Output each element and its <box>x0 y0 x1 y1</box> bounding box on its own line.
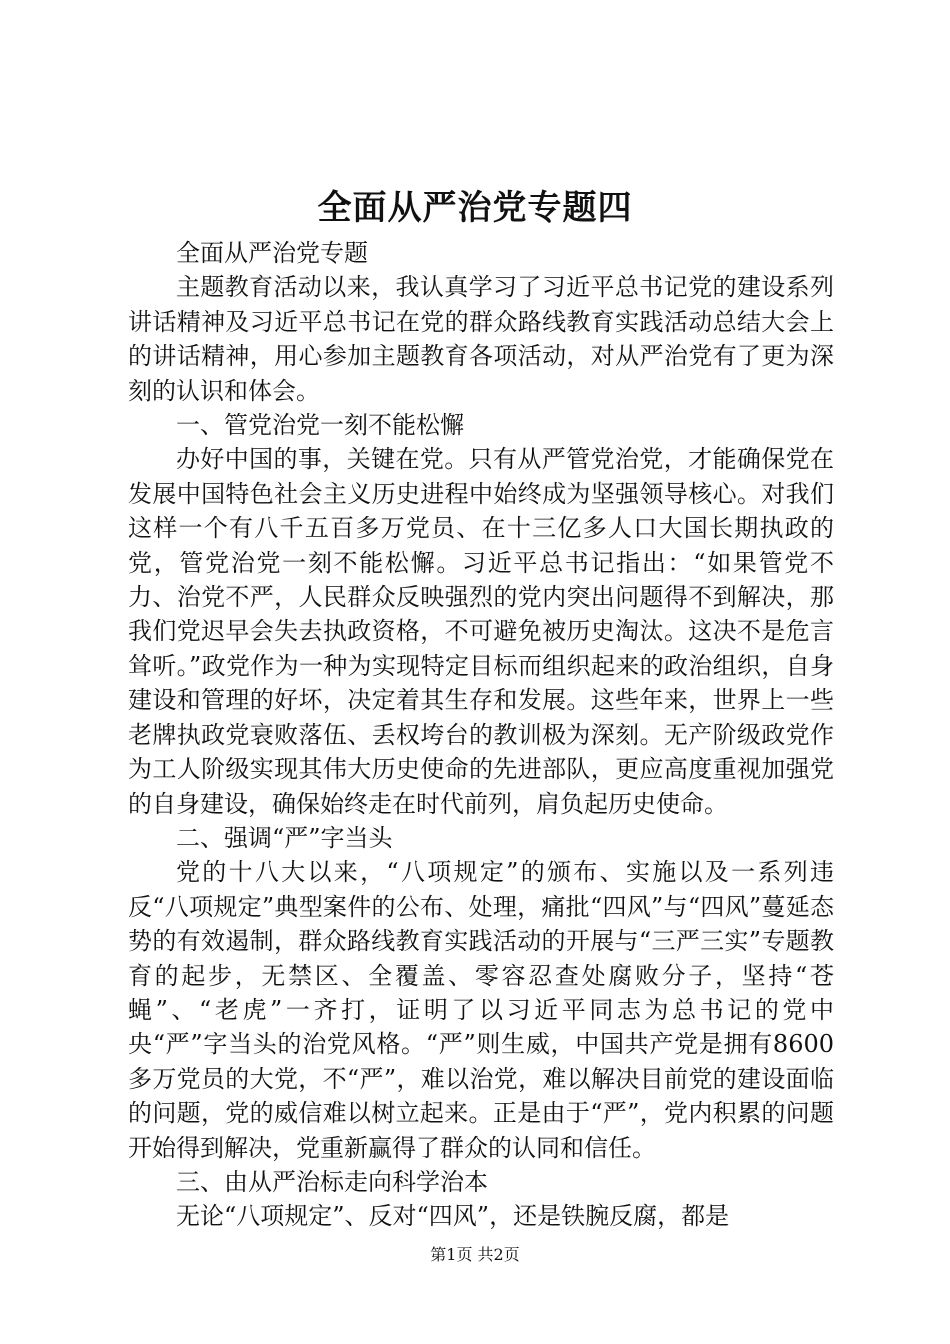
section-heading-2: 二、强调“严”字当头 <box>176 823 393 852</box>
section-3-paragraph: 无论“八项规定”、反对“四风”，还是铁腕反腐，都是 <box>176 1202 730 1231</box>
section-1-paragraph: 办好中国的事，关键在党。只有从严管党治党，才能确保党在发展中国特色社会主义历史进程中始终成为坚强领导核心。对我们这样一个有八千五百多万党员、在十三亿多人口大国长期执政的党，管党治党一刻不能松懈。习近平总书记指出：“如果管党不力、治党不严，人民群众反映强烈的党内突出问题得不到解决，那我们党迟早会失去执政资格，不可避免被历史淘汰。这决不是危言耸听。”政党作为一种为实现特定目标而组织起来的政治组织，自身建设和管理的好坏，决定着其生存和发展。这些年来，世界上一些老牌执政党衰败落伍、丢权垮台的教训极为深刻。无产阶级政党作为工人阶级实现其伟大历史使命的先进部队，更应高度重视加强党的自身建设，确保始终走在时代前列，肩负起历史使命。 <box>128 445 834 818</box>
intro-paragraph: 主题教育活动以来，我认真学习了习近平总书记党的建设系列讲话精神及习近平总书记在党的群众路线教育实践活动总结大会上的讲话精神，用心参加主题教育各项活动，对从严治党有了更为深刻的认识和体会。 <box>128 273 834 405</box>
section-heading-3: 三、由从严治标走向科学治本 <box>176 1167 488 1196</box>
page-footer: 第1页 共2页 <box>430 1245 520 1264</box>
subtitle-paragraph: 全面从严治党专题 <box>176 239 368 267</box>
document-body <box>128 236 834 1234</box>
document-title: 全面从严治党专题四 <box>317 188 633 228</box>
section-heading-1: 一、管党治党一刻不能松懈 <box>176 411 464 440</box>
section-2-paragraph: 党的十八大以来，“八项规定”的颁布、实施以及一系列违反“八项规定”典型案件的公布、处理，痛批“四风”与“四风”蔓延态势的有效遏制，群众路线教育实践活动的开展与“三严三实”专题教育的起步，无禁区、全覆盖、零容忍查处腐败分子，坚持“苍蝇”、“老虎”一齐打，证明了以习近平同志为总书记的党中央“严”字当头的治党风格。“严”则生威，中国共产党是拥有8600多万党员的大党，不“严”，难以治党，难以解决目前党的建设面临的问题，党的威信难以树立起来。正是由于“严”，党内积累的问题开始得到解决，党重新赢得了群众的认同和信任。 <box>128 858 834 1162</box>
